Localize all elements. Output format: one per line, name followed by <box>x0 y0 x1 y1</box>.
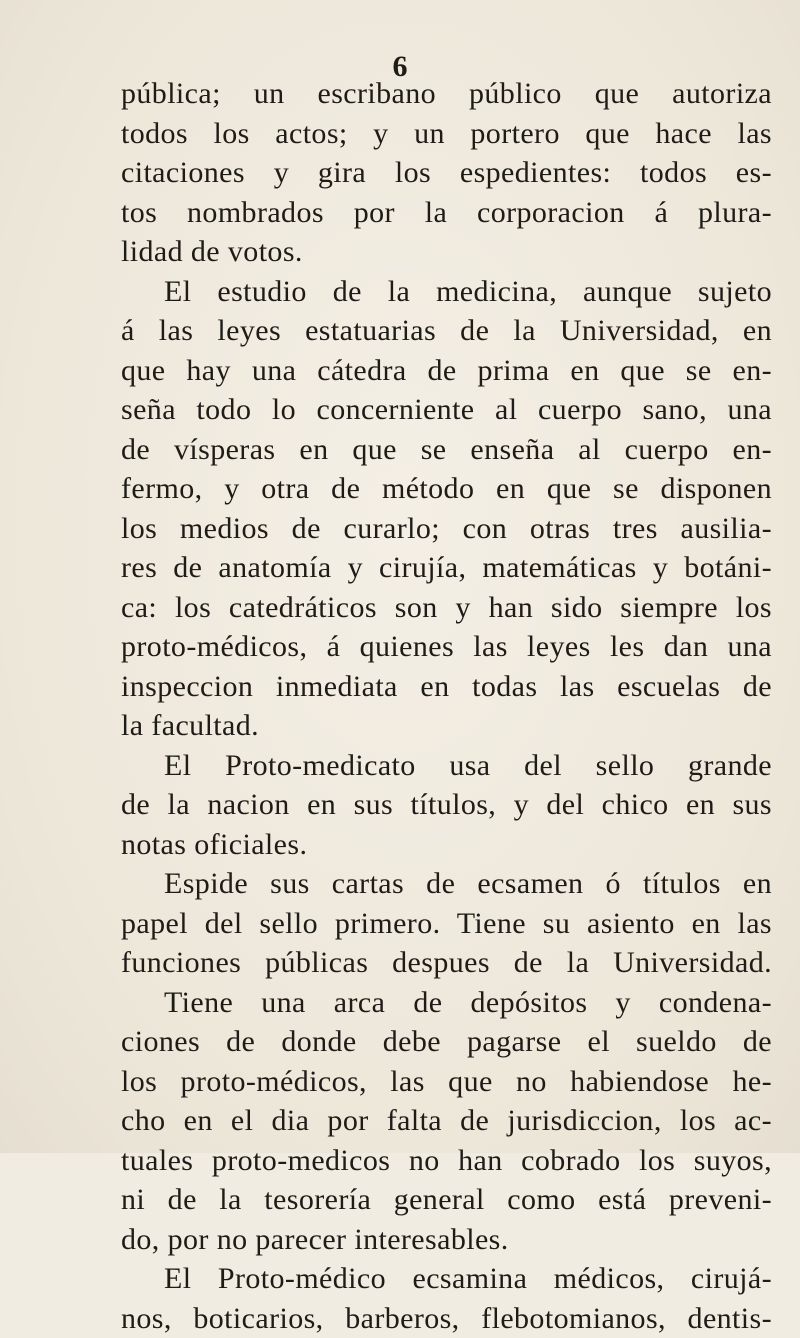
text-line: seña todo lo concerniente al cuerpo sano, una <box>121 390 772 430</box>
text-line: tos nombrados por la corporacion á plura- <box>121 193 772 233</box>
text-line: todos los actos; y un portero que hace las <box>121 114 772 154</box>
text-line: pública; un escribano público que autoriza <box>121 74 772 114</box>
body-text <box>121 74 772 1338</box>
text-line: papel del sello primero. Tiene su asiento en las <box>121 904 772 944</box>
text-line: ni de la tesorería general como está preveni- <box>121 1180 772 1220</box>
text-line: ca: los catedráticos son y han sido siempre los <box>121 588 772 628</box>
text-line: El Proto-medicato usa del sello grande <box>121 746 772 786</box>
text-line: cho en el dia por falta de jurisdiccion, los ac- <box>121 1101 772 1141</box>
text-line: la facultad. <box>121 706 772 746</box>
text-line: El Proto-médico ecsamina médicos, cirujá- <box>121 1259 772 1299</box>
text-line: El estudio de la medicina, aunque sujeto <box>121 272 772 312</box>
text-line: do, por no parecer interesables. <box>121 1220 772 1260</box>
text-line: á las leyes estatuarias de la Universidad, en <box>121 311 772 351</box>
page-number: 6 <box>0 50 800 84</box>
text-line: que hay una cátedra de prima en que se en- <box>121 351 772 391</box>
text-line: res de anatomía y cirujía, matemáticas y botáni- <box>121 548 772 588</box>
text-line: ciones de donde debe pagarse el sueldo de <box>121 1022 772 1062</box>
text-line: Espide sus cartas de ecsamen ó títulos en <box>121 864 772 904</box>
text-line: los medios de curarlo; con otras tres ausilia- <box>121 509 772 549</box>
text-line: proto-médicos, á quienes las leyes les dan una <box>121 627 772 667</box>
text-line: citaciones y gira los espedientes: todos es- <box>121 153 772 193</box>
text-line: lidad de votos. <box>121 232 772 272</box>
text-line: los proto-médicos, las que no habiendose he- <box>121 1062 772 1102</box>
text-line: tuales proto-medicos no han cobrado los suyos, <box>121 1141 772 1181</box>
text-line: fermo, y otra de método en que se disponen <box>121 469 772 509</box>
text-line: notas oficiales. <box>121 825 772 865</box>
text-line: inspeccion inmediata en todas las escuelas de <box>121 667 772 707</box>
text-line: Tiene una arca de depósitos y condena- <box>121 983 772 1023</box>
text-line: funciones públicas despues de la Universidad. <box>121 943 772 983</box>
text-line: de vísperas en que se enseña al cuerpo en- <box>121 430 772 470</box>
text-line: de la nacion en sus títulos, y del chico en sus <box>121 785 772 825</box>
text-line: nos, boticarios, barberos, flebotomianos, dentis- <box>121 1299 772 1338</box>
